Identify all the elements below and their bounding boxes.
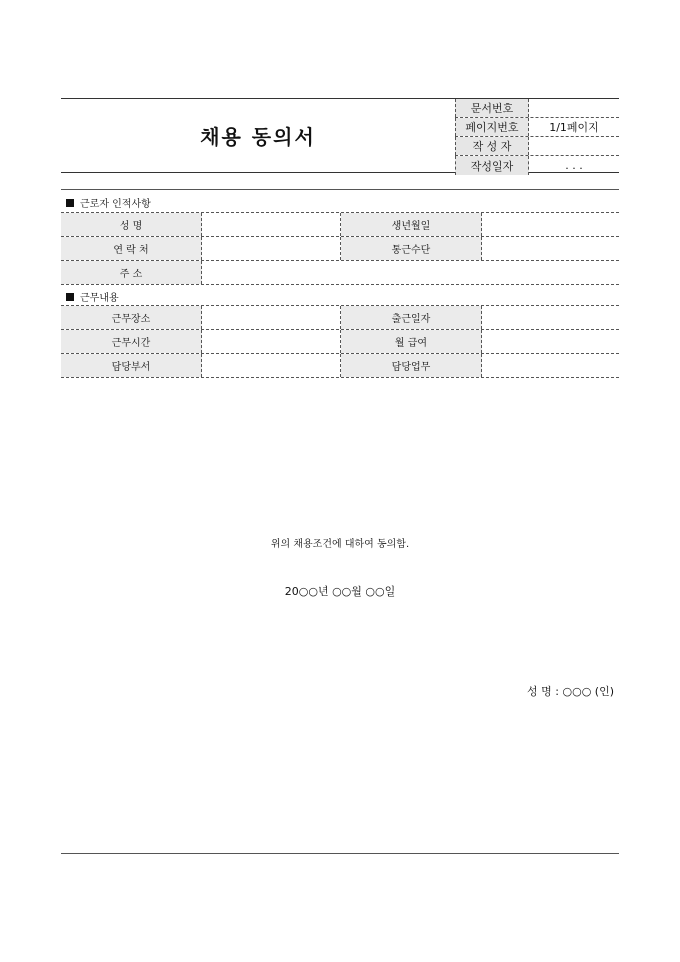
- agreement-text: 위의 채용조건에 대하여 동의함.: [270, 539, 410, 550]
- section-work-title: [66, 289, 119, 304]
- work-place-label: 근무장소: [61, 306, 202, 329]
- square-bullet-icon: [66, 199, 74, 207]
- form-row: [61, 354, 619, 378]
- form-row: [61, 261, 619, 285]
- duty-label: 담당업무: [341, 354, 482, 377]
- personal-info-form: [61, 212, 619, 285]
- meta-label: 페이지번호: [455, 118, 529, 136]
- work-hours-field[interactable]: [202, 330, 341, 353]
- department-field[interactable]: [202, 354, 341, 377]
- signing-date: 20○○년 ○○월 ○○일: [284, 585, 396, 598]
- salary-field[interactable]: [482, 330, 619, 353]
- form-row: [61, 330, 619, 354]
- meta-label: 작 성 자: [455, 137, 529, 155]
- meta-row-page-number: [455, 118, 619, 137]
- meta-label: 문서번호: [455, 99, 529, 117]
- meta-row-date: [455, 156, 619, 175]
- section-label: 근무내용: [80, 293, 119, 304]
- address-label: 주 소: [61, 261, 202, 284]
- contact-label: 연 락 처: [61, 237, 202, 260]
- meta-row-author: [455, 137, 619, 156]
- commute-field[interactable]: [482, 237, 619, 260]
- form-row: [61, 237, 619, 261]
- meta-row-doc-number: [455, 99, 619, 118]
- square-bullet-icon: [66, 293, 74, 301]
- meta-value: 1/1페이지: [549, 121, 599, 134]
- work-info-form: [61, 305, 619, 378]
- salary-label: 월 급여: [341, 330, 482, 353]
- form-row: [61, 305, 619, 330]
- signature-line: 성 명 : ○○○ (인): [527, 685, 614, 698]
- contact-field[interactable]: [202, 237, 341, 260]
- work-hours-label: 근무시간: [61, 330, 202, 353]
- meta-value[interactable]: [529, 99, 619, 117]
- address-field[interactable]: [202, 261, 619, 284]
- section-personal-title: [66, 195, 151, 210]
- name-field[interactable]: [202, 213, 341, 236]
- work-place-field[interactable]: [202, 306, 341, 329]
- start-date-field[interactable]: [482, 306, 619, 329]
- birth-label: 생년월일: [341, 213, 482, 236]
- start-date-label: 출근일자: [341, 306, 482, 329]
- commute-label: 통근수단: [341, 237, 482, 260]
- document-title: 채용 동의서: [200, 125, 316, 149]
- meta-value[interactable]: . . .: [565, 159, 583, 172]
- divider: [61, 189, 619, 190]
- department-label: 담당부서: [61, 354, 202, 377]
- meta-label: 작성일자: [455, 156, 529, 175]
- form-row: [61, 212, 619, 237]
- document-header: [61, 98, 619, 173]
- section-label: 근로자 인적사항: [80, 199, 151, 210]
- name-label: 성 명: [61, 213, 202, 236]
- footer-divider: [61, 853, 619, 854]
- document-meta-table: [455, 99, 619, 172]
- duty-field[interactable]: [482, 354, 619, 377]
- birth-field[interactable]: [482, 213, 619, 236]
- meta-value[interactable]: [529, 137, 619, 155]
